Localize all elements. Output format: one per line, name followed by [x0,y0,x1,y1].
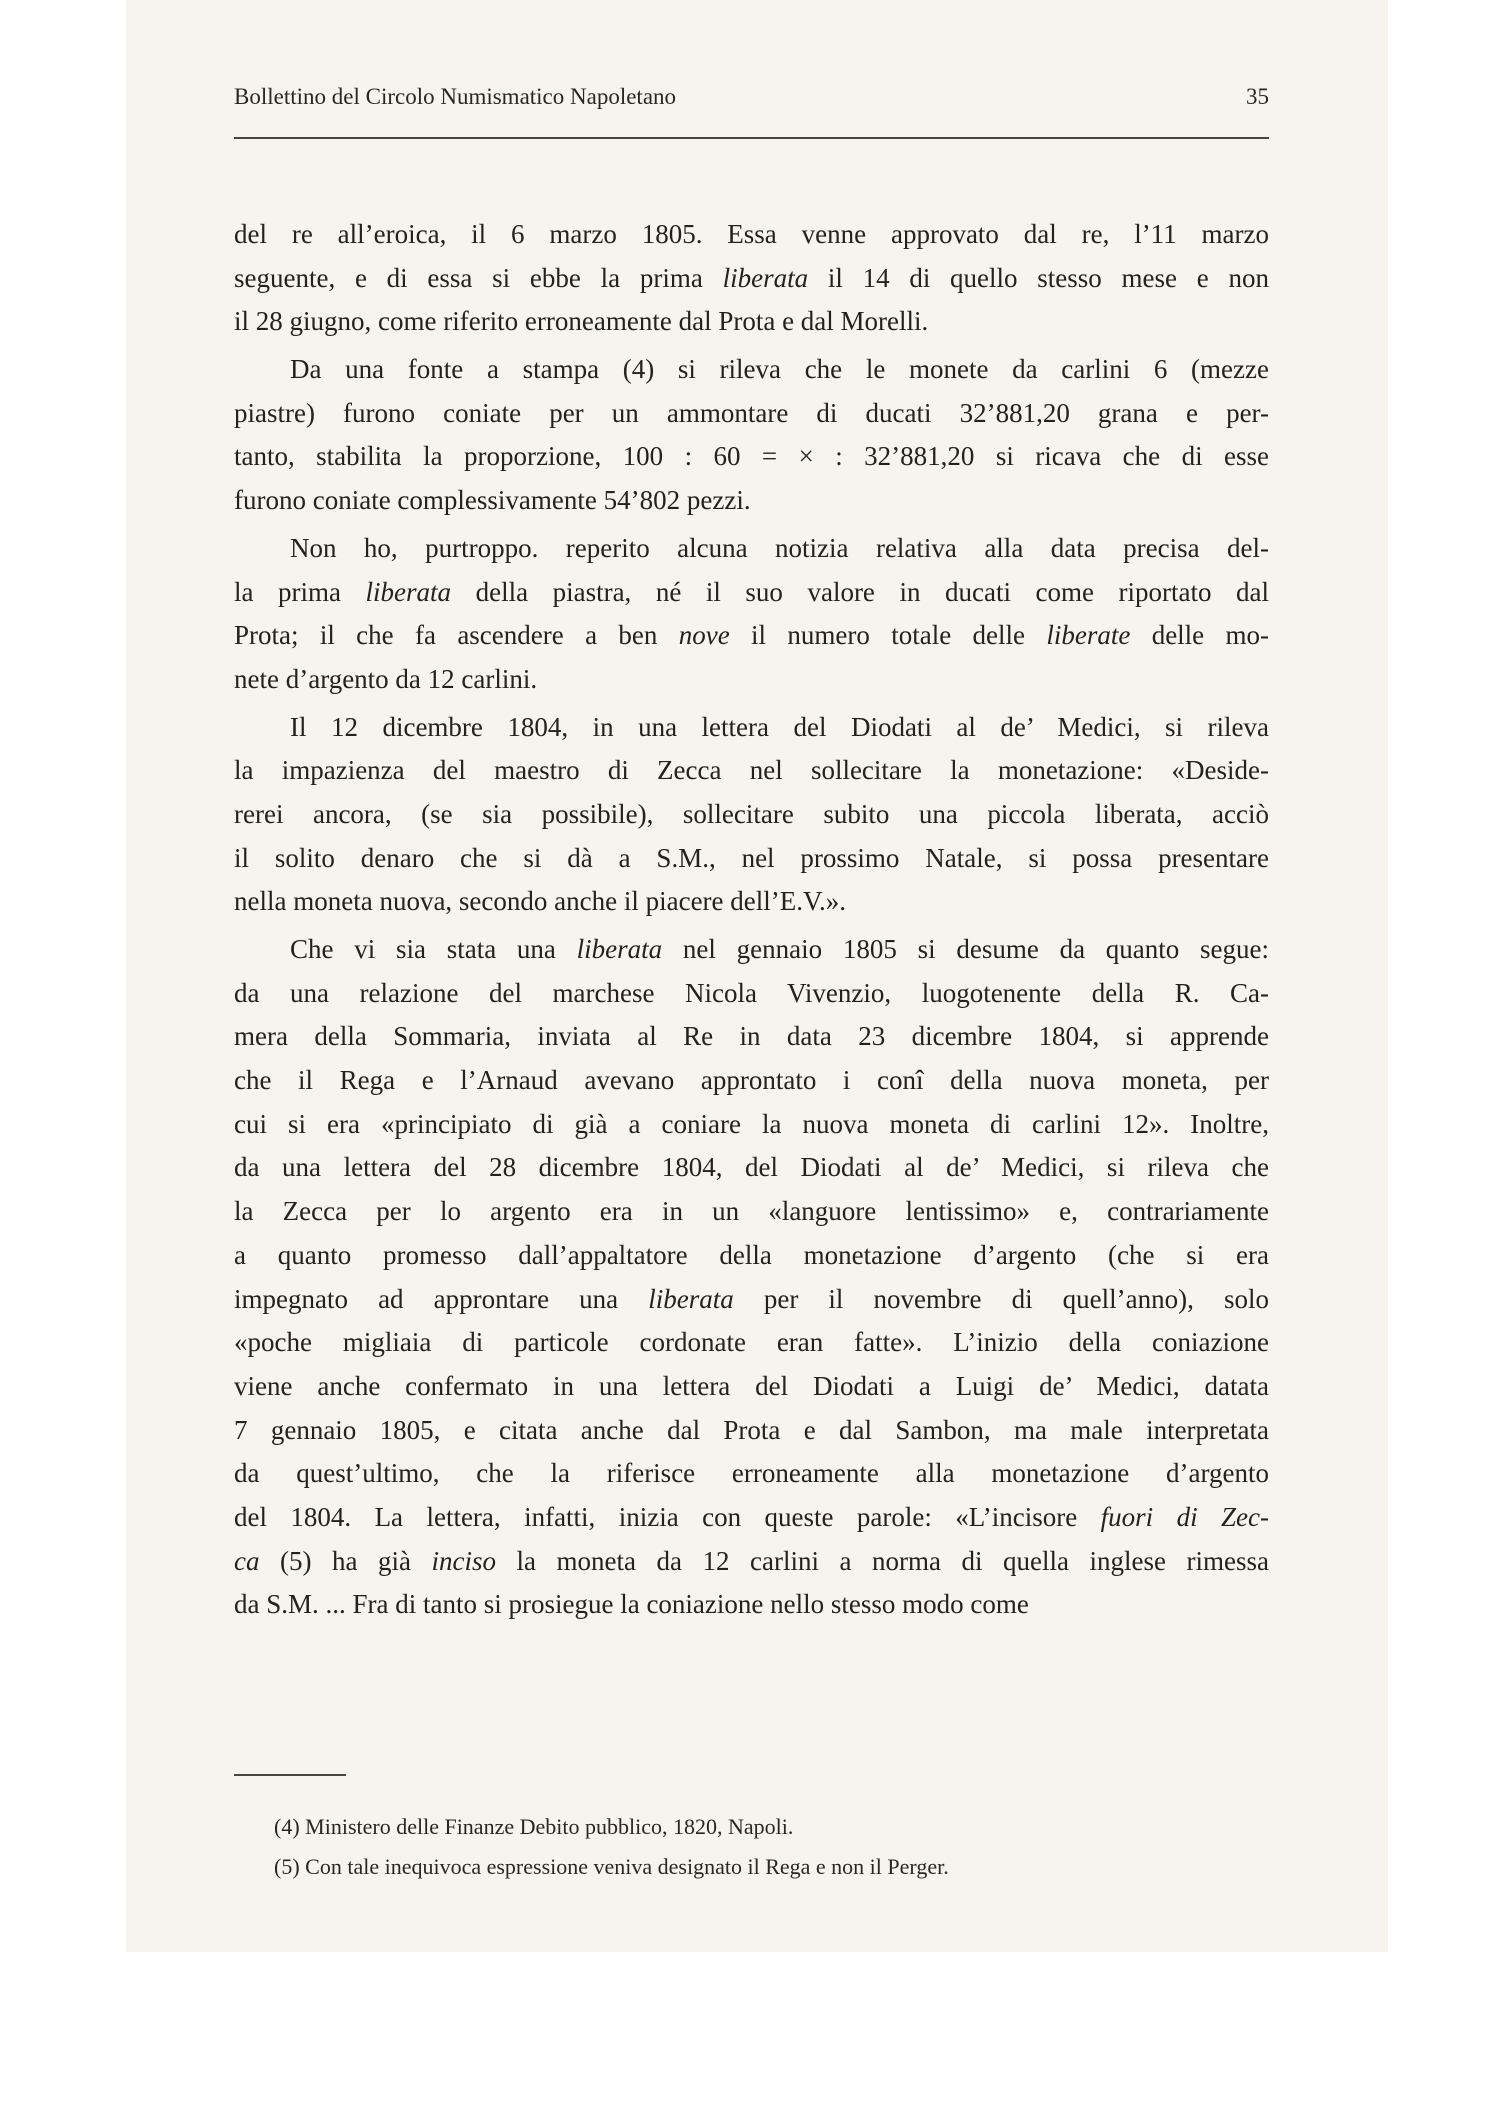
text-run: Il 12 dicembre 1804, in una lettera del Diodati al de’ Medici, si rileva [290,711,1269,742]
text-line [234,706,1269,750]
italic-text: liberata [576,934,663,964]
text-line [234,348,1269,392]
text-line [234,392,1269,436]
text-line [234,1190,1269,1234]
text-run: che il Rega e l’Arnaud avevano approntato i conî della nuova moneta, per [234,1065,1269,1096]
text-line [234,793,1269,837]
text-run: Non ho, purtroppo. reperito alcuna notizia relativa alla data precisa del- [290,532,1269,563]
text-run: «poche migliaia di particole cordonate eran fatte». L’inizio della coniazione [234,1327,1269,1358]
italic-text: liberata [365,576,452,607]
text-run: piastre) furono coniate per un ammontare di ducati 32’881,20 grana e per- [234,397,1269,428]
text-line [234,1540,1269,1584]
journal-title: Bollettino del Circolo Numismatico Napoletano [234,84,677,109]
text-line [234,257,1269,301]
text-run: 7 gennaio 1805, e citata anche dal Prota e dal Sambon, ma male interpretata [234,1414,1269,1445]
text-line [234,972,1269,1016]
text-line [234,300,1269,344]
text-line [234,527,1269,571]
text-run: impegnato ad approntare una [234,1283,649,1314]
text-run: la prima [234,576,366,607]
page-number: 35 [1246,84,1269,109]
italic-text: fuori di Zec- [1100,1501,1269,1532]
italic-text: ca [234,1545,260,1576]
text-line [234,1234,1269,1278]
paragraph [234,348,1269,523]
paragraph [234,213,1269,344]
footnote: (4) Ministero delle Finanze Debito pubblico, 1820, Napoli. [274,1814,794,1839]
text-line [234,837,1269,881]
paragraph [234,706,1269,924]
paragraph [234,527,1269,702]
text-line [234,1146,1269,1190]
italic-text: inciso [431,1545,497,1576]
text-run: il 28 giugno, come riferito erroneamente dal Prota e dal Morelli. [234,306,929,337]
text-run: la moneta da 12 carlini a norma di quella inglese rimessa [496,1545,1270,1576]
header-rule [234,137,1269,139]
text-run: a quanto promesso dall’appaltatore della monetazione d’argento (che si era [234,1239,1269,1270]
text-run: la Zecca per lo argento era in un «languore lentissimo» e, contrariamente [234,1196,1269,1227]
footnote-rule [234,1774,346,1776]
text-line [234,1321,1269,1365]
text-line [234,1409,1269,1453]
text-run: della piastra, né il suo valore in ducati come riportato dal [451,576,1269,607]
text-line [234,880,1269,924]
text-line [234,614,1269,658]
text-line [234,479,1269,523]
text-run: da una relazione del marchese Nicola Vivenzio, luogotenente della R. Ca- [234,977,1269,1008]
text-line [234,1103,1269,1147]
body-text [234,213,1269,1627]
text-run: il numero totale delle [729,620,1047,651]
text-line [234,1015,1269,1059]
text-run: tanto, stabilita la proporzione, 100 : 60 = × : 32’881,20 si ricava che di esse [234,441,1269,472]
text-run: il 14 di quello stesso mese e non [808,262,1269,293]
italic-text: nove [678,620,730,651]
footnotes [274,1807,949,1887]
text-run: la impazienza del maestro di Zecca nel sollecitare la monetazione: «Deside- [234,755,1269,786]
text-run: viene anche confermato in una lettera del Diodati a Luigi de’ Medici, datata [234,1370,1269,1401]
text-run: cui si era «principiato di già a coniare la nuova moneta di carlini 12». Inoltre, [234,1108,1269,1139]
text-run: rerei ancora, (se sia possibile), sollecitare subito una piccola liberata, acciò [234,798,1269,829]
text-run: del re all’eroica, il 6 marzo 1805. Essa venne approvato dal re, l’11 marzo [234,219,1269,249]
text-run: del 1804. La lettera, infatti, inizia con queste parole: «L’incisore [234,1501,1101,1532]
text-line [234,1278,1269,1322]
running-head [234,84,1269,124]
text-line [234,213,1269,257]
text-line [234,1452,1269,1496]
text-line [234,1496,1269,1540]
text-run: furono coniate complessivamente 54’802 pezzi. [234,485,751,516]
paragraph [234,928,1269,1627]
text-run: Che vi sia stata una [290,934,577,964]
italic-text: liberata [722,262,809,293]
text-run: da S.M. ... Fra di tanto si prosiegue la coniazione nello stesso modo come [234,1589,1029,1620]
text-run: Prota; il che fa ascendere a ben [234,620,679,651]
text-run: Da una fonte a stampa (4) si rileva che le monete da carlini 6 (mezze [290,354,1269,385]
text-line [234,928,1269,972]
text-run: per il novembre di quell’anno), solo [733,1283,1269,1314]
text-run: delle mo- [1130,620,1269,651]
text-run: seguente, e di essa si ebbe la prima [234,262,723,293]
text-line [234,1583,1269,1627]
text-run: da quest’ultimo, che la riferisce erroneamente alla monetazione d’argento [234,1458,1269,1489]
text-line [234,1365,1269,1409]
text-run: da una lettera del 28 dicembre 1804, del Diodati al de’ Medici, si rileva che [234,1152,1269,1183]
text-line [234,1059,1269,1103]
text-line [234,435,1269,479]
text-run: il solito denaro che si dà a S.M., nel prossimo Natale, si possa presentare [234,842,1269,873]
text-run: mera della Sommaria, inviata al Re in data 23 dicembre 1804, si apprende [234,1021,1269,1052]
text-line [234,571,1269,615]
text-run: (5) ha già [259,1545,432,1576]
footnote: (5) Con tale inequivoca espressione veniva designato il Rega e non il Perger. [274,1854,949,1879]
text-run: nete d’argento da 12 carlini. [234,663,538,694]
italic-text: liberate [1046,620,1131,651]
italic-text: liberata [648,1283,734,1314]
text-line [234,749,1269,793]
text-run: nel gennaio 1805 si desume da quanto segue: [662,934,1269,964]
text-line [234,658,1269,702]
text-run: nella moneta nuova, secondo anche il piacere dell’E.V.». [234,886,847,917]
